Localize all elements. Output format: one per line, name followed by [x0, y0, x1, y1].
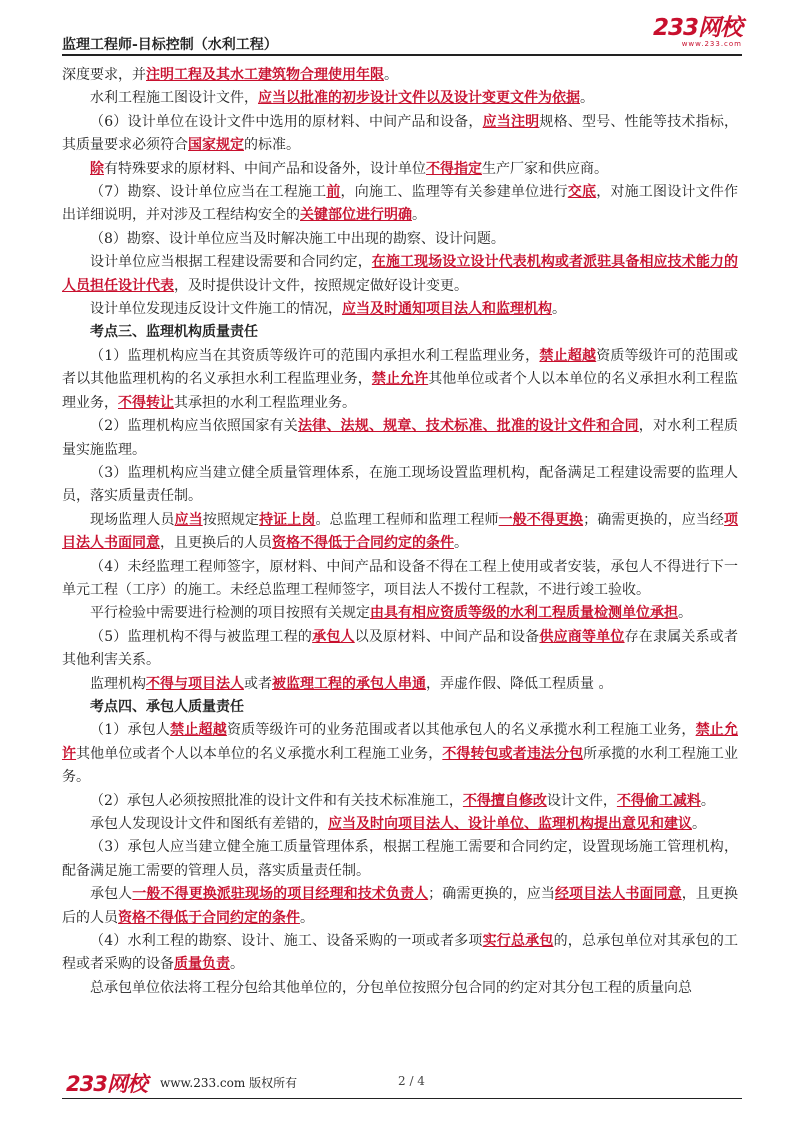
- page-number: 2 / 4: [398, 1074, 425, 1088]
- highlight: 法律、法规、规章、技术标准、批准的设计文件和合同: [297, 418, 639, 435]
- paragraph: 深度要求，并注明工程及其水工建筑物合理使用年限。: [62, 67, 398, 83]
- paragraph: （5）监理机构不得与被监理工程的承包人以及原材料、中间产品和设备供应商等单位存在隶属关系或者其他利害关系。: [62, 628, 739, 669]
- highlight: 不得转让: [118, 394, 174, 411]
- highlight: 质量负责: [174, 956, 230, 973]
- page-header: [62, 0, 742, 60]
- highlight: 资格不得低于合同约定的条件: [118, 909, 300, 926]
- highlight: 不得偷工减料: [616, 792, 701, 809]
- highlight: 除: [90, 160, 104, 177]
- paragraph: （3）监理机构应当建立健全质量管理体系，在施工现场设置监理机构，配备满足工程建设需要的监理人员，落实质量责任制。: [62, 464, 738, 505]
- paragraph: 现场监理人员应当按照规定持证上岗。总监理工程师和监理工程师一般不得更换；确需更换的，应当经项目法人书面同意，且更换后的人员资格不得低于合同约定的条件。: [62, 511, 739, 552]
- paragraph: （7）勘察、设计单位应当在工程施工前，向施工、监理等有关参建单位进行交底，对施工图设计文件作出详细说明，并对涉及工程结构安全的关键部位进行明确。: [62, 184, 739, 224]
- highlight: 不得指定: [426, 160, 482, 177]
- highlight: 项目法人书面同意: [62, 511, 739, 552]
- paragraph: （3）承包人应当建立健全施工质量管理体系，根据工程施工需要和合同约定，设置现场施工管理机构，配备满足施工需要的管理人员，落实质量责任制。: [62, 839, 738, 879]
- paragraph: 承包人一般不得更换派驻现场的项目经理和技术负责人；确需更换的，应当经项目法人书面同意，且更换后的人员资格不得低于合同约定的条件。: [62, 886, 739, 926]
- copyright-text: www.233.com 版权所有: [160, 1076, 298, 1090]
- paragraph: 设计单位发现违反设计文件施工的情况，应当及时通知项目法人和监理机构。: [90, 301, 566, 318]
- paragraph: （1）承包人禁止超越资质等级许可的业务范围或者以其他承包人的名义承揽水利工程施工业务，禁止允许其他单位或者个人以本单位的名义承揽水利工程施工业务，不得转包或者违法分包所承揽的水利工程施工业务。: [62, 722, 739, 786]
- highlight: 一般不得更换派驻现场的项目经理和技术负责人: [132, 886, 429, 903]
- paragraph: 水利工程施工图设计文件，应当以批准的初步设计文件以及设计变更文件为依据。: [90, 90, 594, 107]
- highlight: 持证上岗: [259, 511, 316, 528]
- paragraph: （4）未经监理工程师签字，原材料、中间产品和设备不得在工程上使用或者安装，承包人不得进行下一单元工程（工序）的施工。未经总监理工程师签字，项目法人不拨付工程款，不进行竣工验收。: [62, 558, 738, 598]
- paragraph: （2）监理机构应当依照国家有关法律、法规、规章、技术标准、批准的设计文件和合同，对水利工程质量实施监理。: [62, 418, 738, 458]
- highlight: 不得擅自修改: [462, 792, 547, 809]
- highlight: 应当以批准的初步设计文件以及设计变更文件为依据: [258, 90, 580, 107]
- highlight: 不得转包或者违法分包: [442, 745, 584, 762]
- highlight: 禁止允许: [62, 722, 738, 762]
- highlight: 承包人: [312, 628, 355, 645]
- highlight: 应当注明: [482, 113, 540, 130]
- highlight: 关键部位进行明确: [300, 207, 412, 224]
- paragraph: （1）监理机构应当在其资质等级许可的范围内承担水利工程监理业务，禁止超越资质等级许可的范围或者以其他监理机构的名义承担水利工程监理业务，禁止允许其他单位或者个人以本单位的名义承担水利工程监理业务，不得转让其承担的水利工程监理业务。: [62, 347, 739, 411]
- highlight: 应当及时通知项目法人和监理机构: [342, 301, 552, 318]
- brand-logo: [653, 16, 742, 48]
- footer-logo: 233网校: [66, 1072, 147, 1096]
- paragraph: 总承包单位依法将工程分包给其他单位的，分包单位按照分包合同的约定对其分包工程的质量向总: [90, 979, 692, 996]
- highlight: 应当: [174, 511, 203, 528]
- highlight: 被监理工程的承包人串通: [272, 675, 426, 692]
- paragraph: （2）承包人必须按照批准的设计文件和有关技术标准施工，不得擅自修改设计文件，不得偷工减料。: [90, 792, 715, 809]
- highlight: 不得与项目法人: [146, 675, 244, 692]
- header-divider: [62, 54, 742, 56]
- highlight: 禁止超越: [170, 722, 227, 739]
- highlight: 一般不得更换: [498, 511, 584, 528]
- highlight: 经项目法人书面同意: [554, 886, 682, 903]
- document-title: 监理工程师-目标控制（水利工程）: [62, 37, 278, 53]
- paragraph: 设计单位应当根据工程建设需要和合同约定，在施工现场设立设计代表机构或者派驻具备相应技术能力的人员担任设计代表，及时提供设计文件，按照规定做好设计变更。: [62, 254, 739, 294]
- highlight: 由具有相应资质等级的水利工程质量检测单位承担: [370, 605, 678, 622]
- highlight: 实行总承包: [482, 933, 554, 950]
- section-heading-4: 考点四、承包人质量责任: [90, 698, 244, 715]
- highlight: 禁止超越: [539, 347, 597, 364]
- logo-subtext: www.233.com: [681, 40, 742, 48]
- highlight: 资格不得低于合同约定的条件: [272, 535, 454, 552]
- highlight: 应当及时向项目法人、设计单位、监理机构提出意见和建议: [328, 816, 692, 832]
- paragraph: 平行检验中需要进行检测的项目按照有关规定由具有相应资质等级的水利工程质量检测单位承担。: [90, 605, 692, 622]
- highlight: 供应商等单位: [539, 628, 625, 645]
- page-footer: [62, 1060, 742, 1100]
- highlight: 注明工程及其水工建筑物合理使用年限: [146, 67, 384, 83]
- highlight: 在施工现场设立设计代表机构或者派驻具备相应技术能力的人员担任设计代表: [62, 254, 739, 294]
- highlight: 禁止允许: [371, 371, 429, 388]
- paragraph: （8）勘察、设计单位应当及时解决施工中出现的勘察、设计问题。: [90, 230, 505, 247]
- paragraph: 除有特殊要求的原材料、中间产品和设备外，设计单位不得指定生产厂家和供应商。: [90, 160, 608, 177]
- document-body: [62, 64, 738, 1000]
- paragraph: 承包人发现设计文件和图纸有差错的，应当及时向项目法人、设计单位、监理机构提出意见和建议。: [90, 816, 706, 832]
- highlight: 交底: [567, 184, 597, 201]
- paragraph: 监理机构不得与项目法人或者被监理工程的承包人串通，弄虚作假、降低工程质量 。: [90, 675, 613, 692]
- footer-divider: [62, 1098, 742, 1099]
- section-heading-3: 考点三、监理机构质量责任: [90, 324, 258, 341]
- highlight: 国家规定: [188, 137, 244, 154]
- logo-text: 233网校: [652, 15, 742, 41]
- paragraph: （4）水利工程的勘察、设计、施工、设备采购的一项或者多项实行总承包的，总承包单位对其承包的工程或者采购的设备质量负责。: [62, 933, 739, 973]
- paragraph: （6）设计单位在设计文件中选用的原材料、中间产品和设备，应当注明规格、型号、性能等技术指标，其质量要求必须符合国家规定的标准。: [62, 113, 739, 154]
- highlight: 前: [326, 184, 341, 201]
